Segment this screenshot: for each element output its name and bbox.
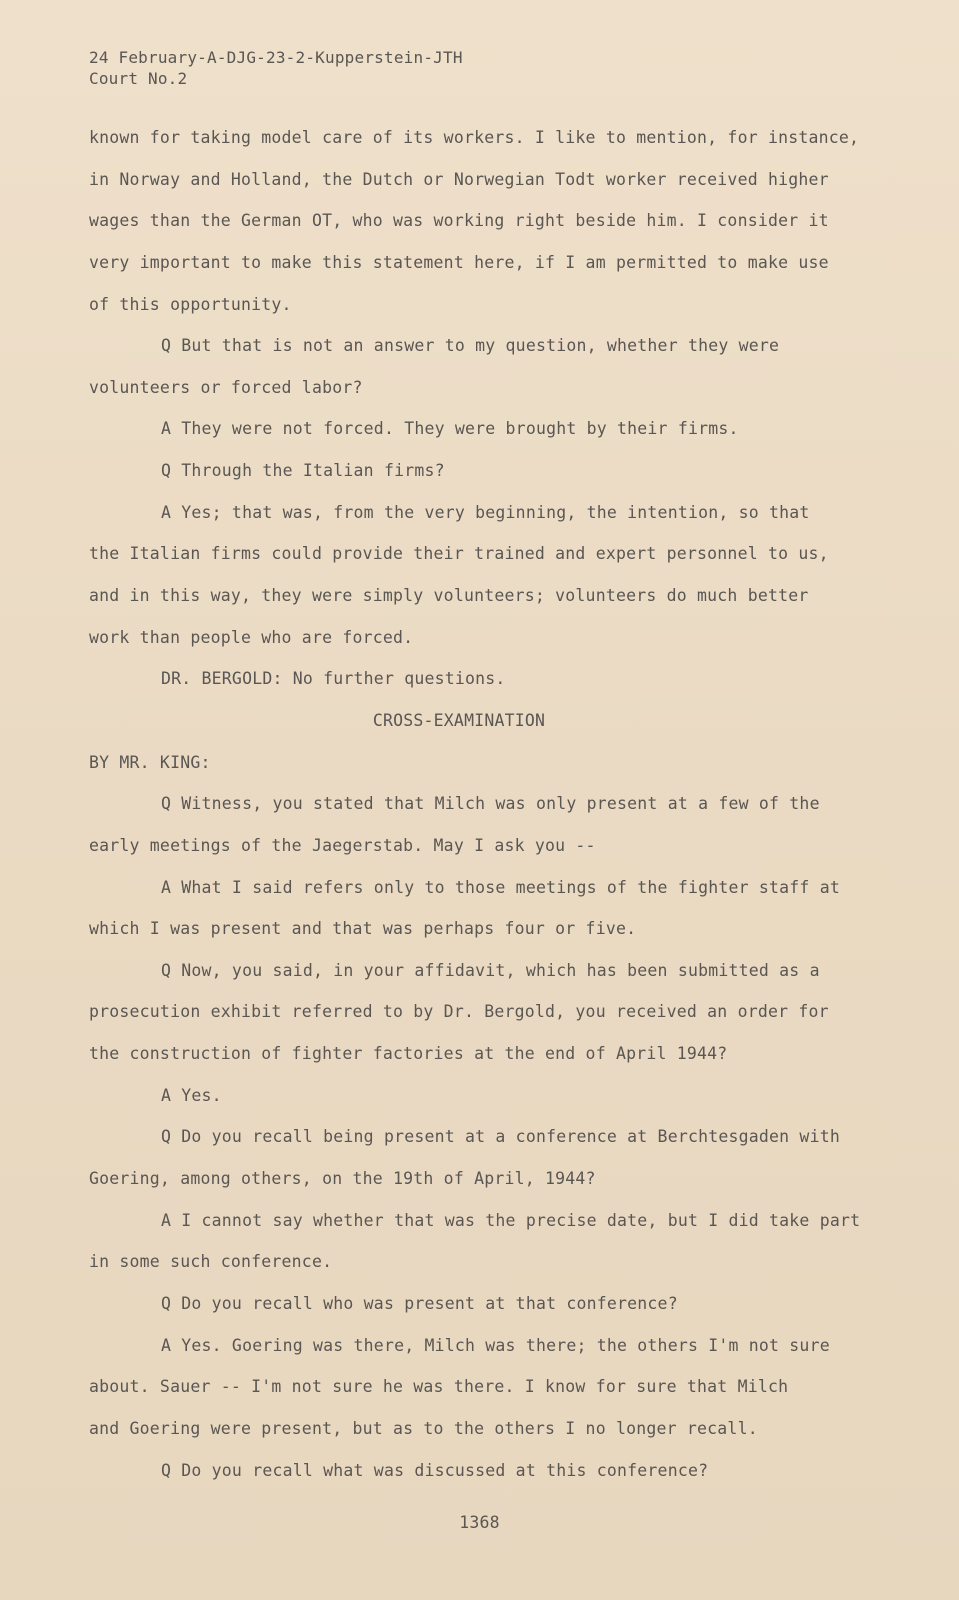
text-line: in some such conference. [89,1252,333,1272]
speaker-line: DR. BERGOLD: No further questions. [161,669,506,689]
section-heading: CROSS-EXAMINATION [372,710,546,730]
text-line: prosecution exhibit referred to by Dr. Bergold, you received an order for [89,1002,829,1022]
answer-line: A What I said refers only to those meetings of the fighter staff at [161,877,840,897]
text-line: Goering, among others, on the 19th of April, 1944? [89,1169,596,1189]
text-line: wages than the German OT, who was working right beside him. I consider it [89,211,829,231]
question-line: Q Witness, you stated that Milch was only present at a few of the [161,794,820,814]
text-line: and in this way, they were simply volunteers; volunteers do much better [89,586,809,606]
text-line: and Goering were present, but as to the others I no longer recall. [89,1418,758,1438]
question-line: Q Do you recall being present at a conference at Berchtesgaden with [161,1127,840,1147]
question-line: Q Do you recall what was discussed at this conference? [161,1460,709,1480]
text-line: early meetings of the Jaegerstab. May I ask you -- [89,835,596,855]
page-number: 1368 [459,1513,500,1532]
answer-line: A I cannot say whether that was the precise date, but I did take part [161,1210,861,1230]
text-line: work than people who are forced. [89,627,414,647]
text-line: the Italian firms could provide their trained and expert personnel to us, [89,544,829,564]
answer-line: A They were not forced. They were brought by their firms. [161,419,739,439]
header-reference: 24 February-A-DJG-23-2-Kupperstein-JTH [89,48,463,67]
header-court: Court No.2 [89,69,188,88]
question-line: Q Through the Italian firms? [161,461,445,481]
page-header [89,47,463,89]
answer-line: A Yes. [161,1085,222,1105]
question-line: Q Now, you said, in your affidavit, which has been submitted as a [161,960,820,980]
answer-line: A Yes. Goering was there, Milch was there; the others I'm not sure [161,1335,830,1355]
text-line: very important to make this statement here, if I am permitted to make use [89,252,829,272]
answer-line: A Yes; that was, from the very beginning, the intention, so that [161,502,810,522]
text-line: which I was present and that was perhaps four or five. [89,919,637,939]
question-line: Q Do you recall who was present at that conference? [161,1293,678,1313]
text-line: the construction of fighter factories at the end of April 1944? [89,1044,728,1064]
text-line: known for taking model care of its workers. I like to mention, for instance, [89,128,860,147]
question-line: Q But that is not an answer to my question, whether they were [161,336,780,356]
text-line: of this opportunity. [89,294,292,314]
examiner-line: BY MR. KING: [89,752,211,772]
text-line: about. Sauer -- I'm not sure he was there. I know for sure that Milch [89,1377,789,1397]
transcript-body [89,128,889,1502]
text-line: in Norway and Holland, the Dutch or Norwegian Todt worker received higher [89,169,829,189]
text-line: volunteers or forced labor? [89,377,363,397]
